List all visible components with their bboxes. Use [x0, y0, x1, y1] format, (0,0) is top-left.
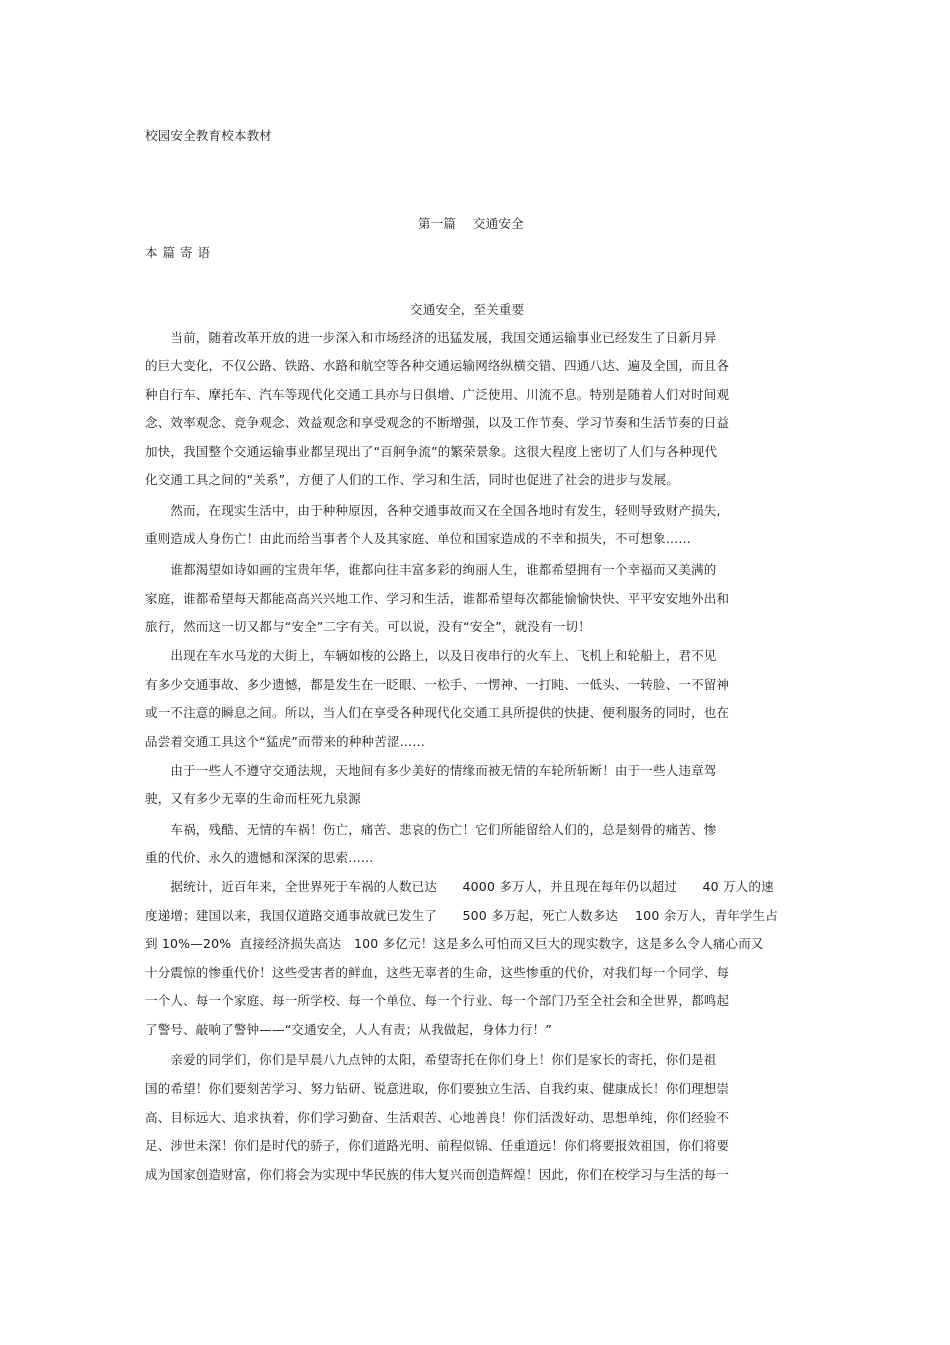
body-line: 的巨大变化，不仅公路、铁路、水路和航空等各种交通运输网络纵横交错、四通八达、遍及全国，而且各: [145, 358, 730, 373]
body-line: 谁都渴望如诗如画的宝贵年华，谁都向往丰富多彩的绚丽人生，谁都希望拥有一个幸福而又美满的: [145, 562, 717, 577]
body-line: 家庭，谁都希望每天都能高高兴兴地工作、学习和生活，谁都希望每次都能愉愉快快、平平安安地外出和: [145, 591, 730, 606]
body-line: 或一不注意的瞬息之间。所以，当人们在享受各种现代化交通工具所提供的快捷、便利服务的同时，也在: [145, 705, 730, 720]
chapter-title: 第一篇 交通安全: [418, 216, 524, 231]
body-line: 有多少交通事故、多少遗憾，都是发生在一眨眼、一松手、一愣神、一打盹、一低头、一转脸、一不留神: [145, 677, 730, 692]
body-line: 驶，又有多少无辜的生命而枉死九泉源: [145, 791, 361, 806]
section-label: 本篇寄语: [145, 245, 216, 260]
body-line: 当前，随着改革开放的进一步深入和市场经济的迅猛发展，我国交通运输事业已经发生了日新月异: [145, 330, 717, 345]
body-line: 车祸，残酷、无情的车祸！伤亡，痛苦、悲哀的伤亡！它们所能留给人们的，总是刻骨的痛苦、惨: [145, 822, 717, 837]
document-header: 校园安全教育校本教材: [145, 128, 273, 143]
body-line: 亲爱的同学们，你们是早晨八九点钟的太阳，希望寄托在你们身上！你们是家长的寄托，你们是祖: [145, 1052, 717, 1067]
body-line: 国的希望！你们要刻苦学习、努力钻研、锐意进取，你们要独立生活、自我约束、健康成长！你们理想崇: [145, 1081, 730, 1096]
body-line: 一个人、每一个家庭、每一所学校、每一个单位、每一个行业、每一个部门乃至全社会和全世界，都鸣起: [145, 993, 730, 1008]
body-line: 了警号、敲响了警钟——“交通安全，人人有责；从我做起，身体力行！”: [145, 1022, 553, 1037]
body-line: 加快，我国整个交通运输事业都呈现出了“百舸争流”的繁荣景象。这很大程度上密切了人们与各种现代: [145, 444, 718, 459]
body-line: 成为国家创造财富，你们将会为实现中华民族的伟大复兴而创造辉煌！因此，你们在校学习与生活的每一: [145, 1167, 730, 1182]
body-line: 重则造成人身伤亡！由此而给当事者个人及其家庭、单位和国家造成的不幸和损失，不可想象……: [145, 531, 692, 546]
body-line: 化交通工具之间的“关系”，方便了人们的工作、学习和生活，同时也促进了社会的进步与发展。: [145, 472, 680, 487]
body-line: 由于一些人不遵守交通法规，天地间有多少美好的情缘而被无情的车轮所斩断！由于一些人违章驾: [145, 763, 717, 778]
body-line: 品尝着交通工具这个“猛虎”而带来的种种苦涩……: [145, 734, 426, 749]
body-line: 然而，在现实生活中，由于种种原因，各种交通事故而又在全国各地时有发生，轻则导致财产损失,: [145, 503, 721, 518]
body-line: 到 10%—20% 直接经济损失高达 100 多亿元！这是多么可怕而又巨大的现实数字，这是多么令人痛心而又: [145, 936, 764, 951]
body-line: 度递增；建国以来，我国仅道路交通事故就已发生了 500 多万起，死亡人数多达 100 余万人，青年学生占: [145, 908, 778, 923]
body-line: 高、目标远大、追求执着，你们学习勤奋、生活艰苦、心地善良！你们活泼好动、思想单纯，你们经验不: [145, 1110, 730, 1125]
body-line: 念、效率观念、竞争观念、效益观念和享受观念的不断增强，以及工作节奏、学习节奏和生活节奏的日益: [145, 415, 730, 430]
essay-title: 交通安全，至关重要: [410, 302, 525, 317]
body-line: 种自行车、摩托车、汽车等现代化交通工具亦与日俱增、广泛使用、川流不息。特别是随着人们对时间观: [145, 387, 730, 402]
body-line: 出现在车水马龙的大街上，车辆如梭的公路上，以及日夜串行的火车上、飞机上和轮船上，君不见: [145, 648, 717, 663]
body-line: 足、涉世未深！你们是时代的骄子，你们道路光明、前程似锦、任重道远！你们将要报效祖国，你们将要: [145, 1138, 730, 1153]
body-line: 据统计，近百年来，全世界死于车祸的人数已达 4000 多万人，并且现在每年仍以超过 40 万人的速: [145, 879, 774, 894]
body-line: 重的代价、永久的遗憾和深深的思索……: [145, 850, 374, 865]
body-line: 十分震惊的惨重代价！这些受害者的鲜血，这些无辜者的生命，这些惨重的代价，对我们每一个同学、每: [145, 965, 730, 980]
body-line: 旅行，然而这一切又都与“安全”二字有关。可以说，没有“安全”，就没有一切！: [145, 619, 591, 634]
